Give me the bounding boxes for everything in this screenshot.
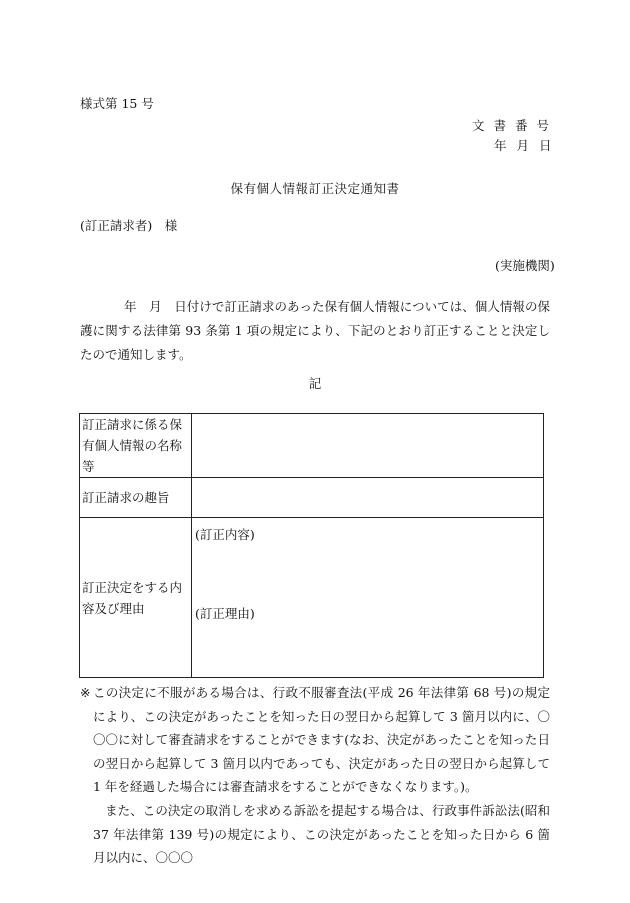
document-number-label: 文書番号 — [472, 118, 559, 133]
table-row-info-name — [80, 414, 544, 478]
value-info-name — [192, 414, 544, 478]
decision-table — [79, 413, 544, 678]
table-row-purpose — [80, 478, 544, 518]
note-2 — [93, 799, 550, 870]
body-text: 年 月 日付けで訂正請求のあった保有個人情報については、個人情報の保護に関する法律第 93 条第 1 項の規定により、下記のとおり訂正することと決定したので通知します。 — [80, 299, 550, 362]
date-label: 年月日 — [494, 138, 562, 153]
correction-reason-label: (訂正理由) — [195, 606, 255, 621]
document-title: 保有個人情報訂正決定通知書 — [230, 181, 400, 196]
ki-heading: 記 — [308, 376, 322, 391]
value-purpose — [192, 478, 544, 518]
label-info-name: 訂正請求に係る保有個人情報の名称等 — [80, 414, 192, 478]
table-row-decision — [80, 518, 544, 678]
note-2-text: また、この決定の取消しを求める訴訟を提起する場合は、行政事件訴訟法(昭和 37 年法律第 139 号)の規定により、この決定があったことを知った日から 6 箇月以内に、〇〇〇 — [93, 803, 550, 865]
note-mark: ※ — [80, 685, 91, 700]
correction-content-label: (訂正内容) — [195, 527, 255, 542]
note-1 — [80, 681, 550, 799]
note-1-text: この決定に不服がある場合は、行政不服審査法(平成 26 年法律第 68 号)の規定により、この決定があったことを知った日の翌日から起算して 3 箇月以内に、〇〇〇に対して審査請求をすることができます(なお、決定があったことを知った日の翌日から起算して 3 箇月以内であっても、決定があった日の翌日から起算して 1 年を経過した場合には審査請求をすることができなくなります。)。 — [93, 685, 550, 794]
agency-label: (実施機関) — [495, 258, 555, 273]
recipient-line: (訂正請求者) 様 — [80, 218, 178, 233]
value-decision — [192, 518, 544, 678]
body-paragraph — [80, 295, 550, 367]
form-number: 様式第 15 号 — [80, 96, 154, 111]
label-purpose: 訂正請求の趣旨 — [80, 478, 192, 518]
label-decision: 訂正決定をする内容及び理由 — [80, 518, 192, 678]
